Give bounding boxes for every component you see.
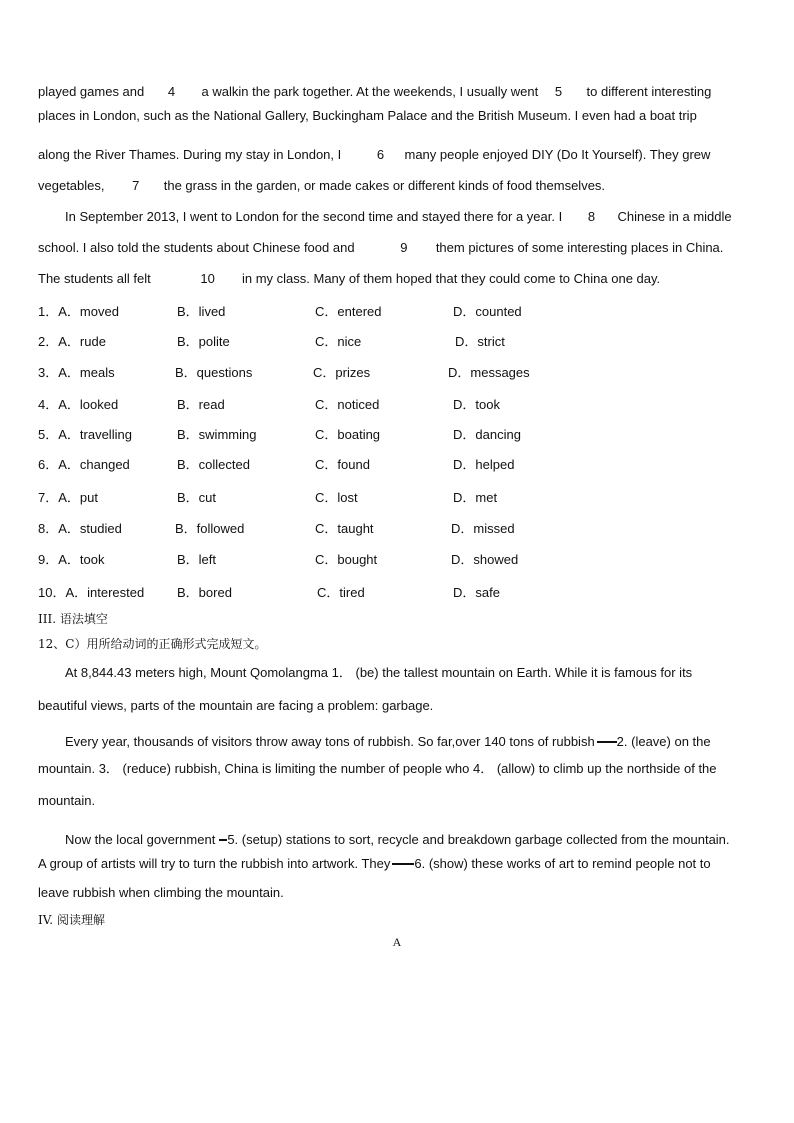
option-a: 4．A．looked	[38, 397, 119, 412]
option-a: 2．A．rude	[38, 334, 106, 349]
grammar-paragraph-line	[65, 832, 730, 848]
passage-line-5	[65, 209, 732, 225]
passage-text: places in London, such as the National Gallery, Buckingham Palace and the British Museum. I even had a boat trip	[38, 108, 697, 123]
option-a: 10．A．interested	[38, 585, 145, 600]
grammar-text: Now the local government	[65, 832, 216, 847]
option-d: D．dancing	[453, 427, 521, 442]
option-d: D．helped	[453, 457, 515, 472]
blank-number: 6	[376, 147, 385, 162]
option-b: B．left	[177, 552, 217, 567]
passage-text: many people enjoyed DIY (Do It Yourself). They grew	[404, 147, 711, 162]
option-b: B．read	[177, 397, 225, 412]
option-c: C．prizes	[313, 365, 371, 380]
passage-line-3	[38, 147, 710, 163]
option-b: B．followed	[175, 521, 245, 536]
grammar-paragraph-line: mountain. 3． (reduce) rubbish, China is limiting the number of people who 4． (allow) to climb up the northside of the	[38, 761, 717, 776]
passage-text: the grass in the garden, or made cakes or different kinds of food themselves.	[163, 178, 606, 193]
option-c: C．noticed	[315, 397, 380, 412]
option-a: 7．A．put	[38, 490, 98, 505]
section-heading: III. 语法填空	[38, 612, 108, 626]
option-d: D．messages	[448, 365, 530, 380]
option-b: B．polite	[177, 334, 230, 349]
option-b: B．questions	[175, 365, 253, 380]
option-d: D．met	[453, 490, 498, 505]
option-d: D．counted	[453, 304, 522, 319]
option-c: C．found	[315, 457, 370, 472]
blank-number: 5	[554, 84, 563, 99]
section-heading: IV. 阅读理解	[38, 913, 105, 927]
option-a: 9．A．took	[38, 552, 105, 567]
option-a: 6．A．changed	[38, 457, 130, 472]
passage-text: The students all felt	[38, 271, 151, 286]
option-c: C．tired	[317, 585, 365, 600]
option-d: D．strict	[455, 334, 505, 349]
grammar-text: A group of artists will try to turn the rubbish into artwork. They	[38, 856, 391, 871]
option-b: B．collected	[177, 457, 250, 472]
option-b: B．cut	[177, 490, 217, 505]
passage-text: vegetables,	[38, 178, 105, 193]
passage-text: to different interesting	[586, 84, 712, 99]
option-b: B．swimming	[177, 427, 257, 442]
grammar-paragraph-line: beautiful views, parts of the mountain are facing a problem: garbage.	[38, 698, 434, 713]
passage-text: along the River Thames. During my stay in London, I	[38, 147, 342, 162]
option-c: C．entered	[315, 304, 382, 319]
blank-number: 4	[167, 84, 176, 99]
option-c: C．taught	[315, 521, 374, 536]
passage-text: school. I also told the students about Chinese food and	[38, 240, 355, 255]
passage-line-4	[38, 178, 605, 194]
blank-number: 10	[200, 271, 215, 286]
grammar-paragraph-line: mountain.	[38, 793, 96, 808]
section-instruction: 12、C）用所给动词的正确形式完成短文。	[38, 637, 267, 651]
grammar-paragraph-line: At 8,844.43 meters high, Mount Qomolangma 1． (be) the tallest mountain on Earth. While it is famous for its	[65, 665, 693, 680]
passage-text: In September 2013, I went to London for the second time and stayed there for a year. I	[65, 209, 563, 224]
grammar-text: 6. (show) these works of art to remind people not to	[414, 856, 711, 871]
grammar-text: 5. (setup) stations to sort, recycle and breakdown garbage collected from the mountain.	[227, 832, 730, 847]
option-c: C．nice	[315, 334, 362, 349]
option-a: 5．A．travelling	[38, 427, 132, 442]
passage-text: Chinese in a middle	[617, 209, 732, 224]
grammar-paragraph-line: leave rubbish when climbing the mountain.	[38, 885, 284, 900]
blank-number: 7	[132, 178, 140, 193]
grammar-text: Every year, thousands of visitors throw away tons of rubbish. So far,over 140 tons of rubbish	[65, 734, 595, 749]
option-c: C．bought	[315, 552, 378, 567]
grammar-paragraph-line	[65, 734, 711, 750]
passage-line-7	[38, 271, 660, 287]
option-c: C．lost	[315, 490, 358, 505]
answer-blank	[597, 740, 617, 743]
passage-text: played games and	[38, 84, 145, 99]
passage-line-1	[38, 84, 711, 100]
option-a: 1．A．moved	[38, 304, 119, 319]
blank-number: 8	[587, 209, 596, 224]
option-a: 8．A．studied	[38, 521, 122, 536]
option-d: D．took	[453, 397, 500, 412]
grammar-paragraph-line	[38, 856, 711, 872]
option-d: D．showed	[451, 552, 519, 567]
option-a: 3．A．meals	[38, 365, 115, 380]
passage-text: them pictures of some interesting places in China.	[435, 240, 724, 255]
option-d: D．missed	[451, 521, 515, 536]
passage-label: A	[392, 935, 402, 949]
passage-text: a walkin the park together. At the weekends, I usually went	[201, 84, 539, 99]
answer-blank	[392, 862, 414, 865]
blank-number: 9	[400, 240, 408, 255]
passage-text: in my class. Many of them hoped that they could come to China one day.	[241, 271, 661, 286]
passage-line-6	[38, 240, 723, 256]
option-b: B．bored	[177, 585, 232, 600]
grammar-text: 2. (leave) on the	[616, 734, 711, 749]
passage-line-2	[38, 108, 697, 124]
option-d: D．safe	[453, 585, 500, 600]
option-c: C．boating	[315, 427, 381, 442]
option-b: B．lived	[177, 304, 226, 319]
